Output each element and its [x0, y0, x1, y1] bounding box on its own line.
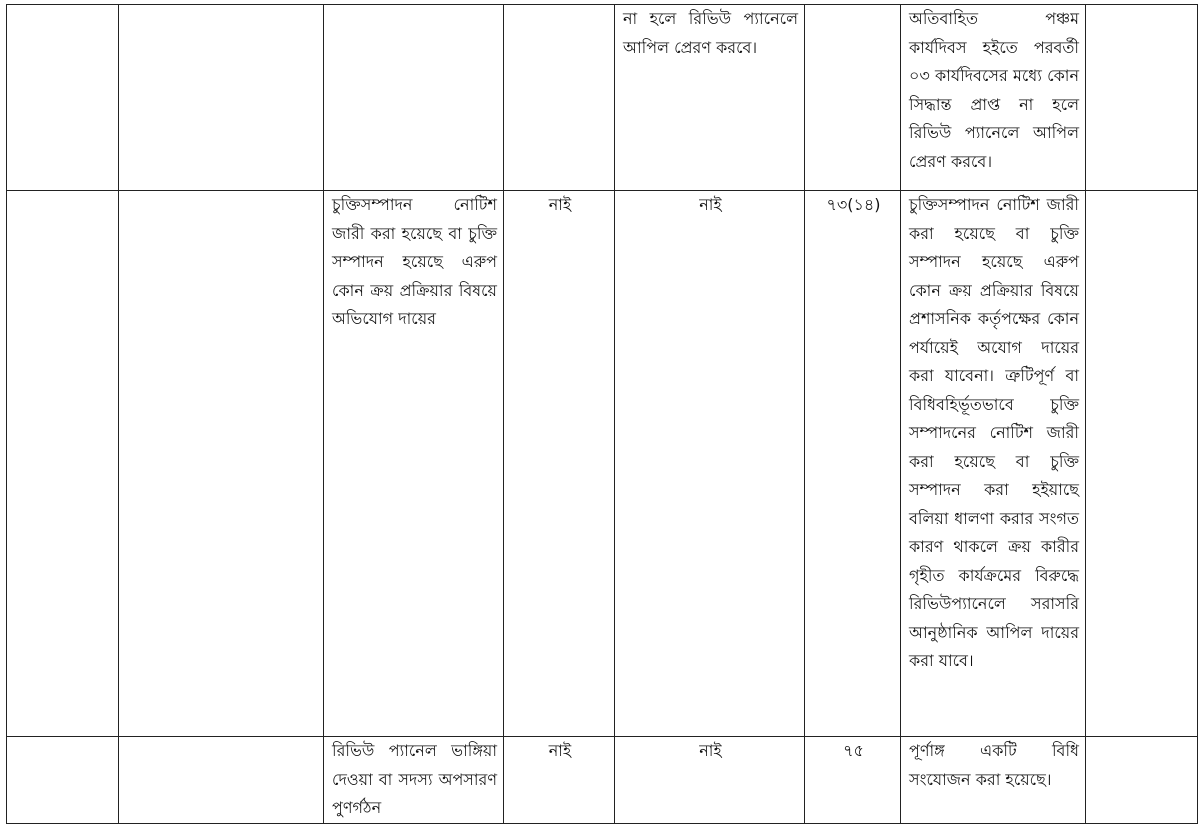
rule-cell: ৭৩(১৪)	[805, 191, 901, 737]
col-b-cell: নাই	[615, 191, 805, 737]
col-a-cell: নাই	[504, 737, 615, 824]
remark-cell: চুক্তিসম্পাদন নোটিশ জারী করা হয়েছে বা চুক্তি সম্পাদন হয়েছে এরুপ কোন ক্রয় প্রক্রিয়ার বিষয়ে প্রশাসনিক কর্তৃপক্ষের কোন পর্যায়েই অযোগ দায়ের করা যাবেনা। ত্রুটিপূর্ণ বা বিধিবহির্ভূতভাবে চুক্তি সম্পাদনের নোটিশ জারী করা হয়েছে বা চুক্তি সম্পাদন করা হইয়াছে বলিয়া ধালণা করার সংগত কারণ থাকলে ক্রয় কারীর গৃহীত কার্যক্রমের বিরুদ্ধে রিভিউপ্যানেলে সরাসরি আনুষ্ঠানিক আপিল দায়ের করা যাবে।	[901, 191, 1086, 737]
comparison-table	[6, 4, 1198, 824]
serial-cell	[7, 191, 119, 737]
col-a-cell	[504, 5, 615, 191]
col-b-cell: না হলে রিভিউ প্যানেলে আপিল প্রেরণ করবে।	[615, 5, 805, 191]
rule-cell: ৭৫	[805, 737, 901, 824]
serial-cell	[7, 737, 119, 824]
blank-cell	[119, 5, 324, 191]
serial-cell	[7, 5, 119, 191]
remark-cell: অতিবাহিত পঞ্চম কার্যদিবস হইতে পরবর্তী ০৩ কার্যদিবসের মধ্যে কোন সিদ্ধান্ত প্রাপ্ত না হলে রিভিউ প্যানেলে আপিল প্রেরণ করবে।	[901, 5, 1086, 191]
blank-cell	[119, 737, 324, 824]
rule-cell	[805, 5, 901, 191]
subject-cell	[324, 5, 504, 191]
table-row	[7, 191, 1198, 737]
col-a-cell: নাই	[504, 191, 615, 737]
subject-cell: চুক্তিসম্পাদন নোটিশ জারী করা হয়েছে বা চুক্তি সম্পাদন হয়েছে এরুপ কোন ক্রয় প্রক্রিয়ার বিষয়ে অভিযোগ দায়ের	[324, 191, 504, 737]
col-b-cell: নাই	[615, 737, 805, 824]
subject-cell: রিভিউ প্যানেল ভাঙ্গিয়া দেওয়া বা সদস্য অপসারণ পুণর্গঠন	[324, 737, 504, 824]
extra-cell	[1086, 5, 1198, 191]
table-row	[7, 737, 1198, 824]
extra-cell	[1086, 737, 1198, 824]
remark-cell: পূর্ণাঙ্গ একটি বিধি সংযোজন করা হয়েছে।	[901, 737, 1086, 824]
extra-cell	[1086, 191, 1198, 737]
blank-cell	[119, 191, 324, 737]
table-row	[7, 5, 1198, 191]
